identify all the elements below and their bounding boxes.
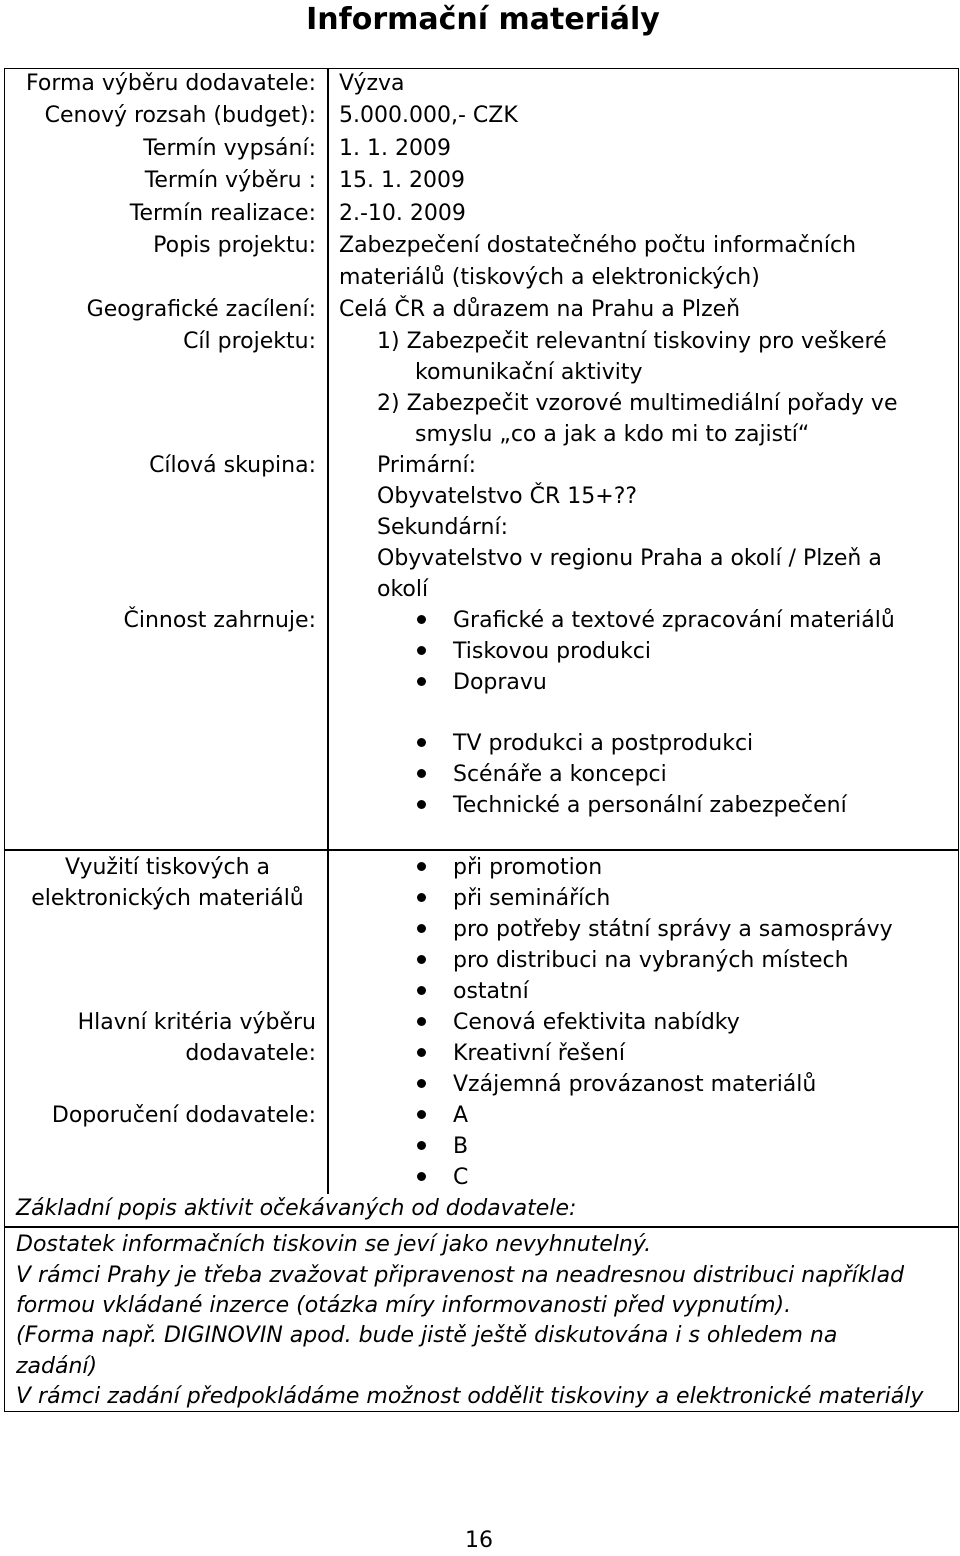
- popis-value: Zabezpečení dostatečného počtu informačních: [339, 233, 857, 258]
- list-item: Tiskovou produkci: [453, 639, 652, 664]
- kriteria-label: Hlavní kritéria výběru: [77, 1010, 316, 1035]
- bullet: [417, 1131, 429, 1143]
- list-item: pro potřeby státní správy a samosprávy: [453, 917, 893, 942]
- list-item: Technické a personální zabezpečení: [453, 793, 847, 818]
- cil-goal-1-continued: komunikační aktivity: [415, 360, 643, 385]
- list-item: Vzájemná provázanost materiálů: [453, 1072, 817, 1097]
- bullet: [417, 945, 429, 957]
- forma-value: Výzva: [339, 71, 405, 96]
- row-divider: [4, 849, 959, 851]
- bullet: [417, 790, 429, 802]
- popis-label: Popis projektu:: [153, 233, 316, 258]
- cinnost-label: Činnost zahrnuje:: [123, 608, 316, 633]
- bullet: [417, 605, 429, 617]
- bullet: [417, 976, 429, 988]
- skupina-secondary-heading: Sekundární:: [377, 515, 509, 540]
- vyuziti-label: Využití tiskových a: [65, 855, 270, 880]
- bullet: [417, 1038, 429, 1050]
- list-item: Dopravu: [453, 670, 547, 695]
- list-item: pro distribuci na vybraných místech: [453, 948, 849, 973]
- basic-line: zadání): [16, 1354, 98, 1379]
- doporuceni-label: Doporučení dodavatele:: [51, 1103, 316, 1128]
- bullet: [417, 728, 429, 740]
- list-item: Cenová efektivita nabídky: [453, 1010, 740, 1035]
- list-item: ostatní: [453, 979, 529, 1004]
- cil-goal-1: 1) Zabezpečit relevantní tiskoviny pro veškeré: [377, 329, 887, 354]
- basic-heading: Základní popis aktivit očekávaných od dodavatele:: [16, 1196, 577, 1221]
- cil-goal-2-continued: smyslu „co a jak a kdo mi to zajistí“: [415, 422, 810, 447]
- bullet: [417, 1100, 429, 1112]
- realizace-label: Termín realizace:: [129, 201, 316, 226]
- list-item: při seminářích: [453, 886, 611, 911]
- column-divider-top: [327, 68, 329, 850]
- bullet: [417, 759, 429, 771]
- realizace-value: 2.-10. 2009: [339, 201, 466, 226]
- vyberu-label: Termín výběru :: [144, 168, 316, 193]
- list-item: C: [453, 1165, 469, 1190]
- bullet: [417, 1162, 429, 1174]
- rozsah-value: 5.000.000,- CZK: [339, 103, 518, 128]
- vyuziti-label-continued: elektronických materiálů: [31, 886, 304, 911]
- list-item: Kreativní řešení: [453, 1041, 625, 1066]
- cil-goal-2: 2) Zabezpečit vzorové multimediální pořady ve: [377, 391, 898, 416]
- list-item: při promotion: [453, 855, 603, 880]
- forma-label: Forma výběru dodavatele:: [25, 71, 316, 96]
- list-item: B: [453, 1134, 469, 1159]
- bullet: [417, 852, 429, 864]
- bullet: [417, 636, 429, 648]
- popis-value-continued: materiálů (tiskových a elektronických): [339, 265, 760, 290]
- rozsah-label: Cenový rozsah (budget):: [44, 103, 316, 128]
- cil-label: Cíl projektu:: [183, 329, 316, 354]
- basic-line: Dostatek informačních tiskovin se jeví jako nevyhnutelný.: [16, 1232, 652, 1257]
- geo-value: Celá ČR a důrazem na Prahu a Plzeň: [339, 297, 741, 322]
- skupina-primary-value: Obyvatelstvo ČR 15+??: [377, 484, 638, 509]
- geo-label: Geografické zacílení:: [86, 297, 316, 322]
- basic-line: formou vkládané inzerce (otázka míry informovanosti před vypnutím).: [16, 1293, 792, 1318]
- vypsani-value: 1. 1. 2009: [339, 136, 451, 161]
- list-item: Scénáře a koncepci: [453, 762, 667, 787]
- basic-line: V rámci Prahy je třeba zvažovat připravenost na neadresnou distribuci například: [16, 1263, 905, 1288]
- skupina-label: Cílová skupina:: [149, 453, 316, 478]
- list-item: TV produkci a postprodukci: [453, 731, 754, 756]
- bullet: [417, 883, 429, 895]
- bullet: [417, 1069, 429, 1081]
- page-number: 16: [465, 1528, 493, 1553]
- kriteria-label-continued: dodavatele:: [185, 1041, 316, 1066]
- vypsani-label: Termín vypsání:: [143, 136, 316, 161]
- basic-line: (Forma např. DIGINOVIN apod. bude jistě ještě diskutována i s ohledem na: [16, 1323, 838, 1348]
- bullet: [417, 914, 429, 926]
- page-title: Informační materiály: [306, 2, 660, 37]
- section-divider: [4, 1226, 959, 1228]
- list-item: A: [453, 1103, 469, 1128]
- skupina-primary-heading: Primární:: [377, 453, 477, 478]
- column-divider-bottom: [327, 849, 329, 1194]
- skupina-secondary-continued: okolí: [377, 577, 429, 602]
- list-item: Grafické a textové zpracování materiálů: [453, 608, 895, 633]
- basic-line: V rámci zadání předpokládáme možnost oddělit tiskoviny a elektronické materiály: [16, 1384, 924, 1409]
- vyberu-value: 15. 1. 2009: [339, 168, 465, 193]
- skupina-secondary-value: Obyvatelstvo v regionu Praha a okolí / Plzeň a: [377, 546, 882, 571]
- bullet: [417, 667, 429, 679]
- bullet: [417, 1007, 429, 1019]
